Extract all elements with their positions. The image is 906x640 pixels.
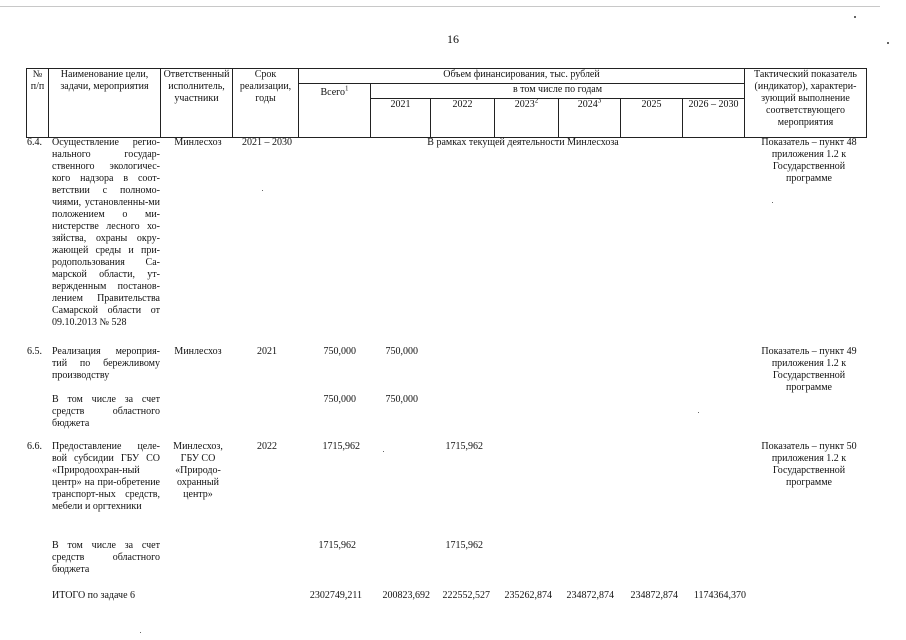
header-total-sup: 1: [345, 84, 349, 93]
header-year-2025: [621, 99, 683, 138]
scan-speck: [140, 632, 141, 633]
year-label: 2023: [514, 99, 535, 110]
header-num: № п/п: [27, 69, 49, 138]
row-6-4-executor: Минлесхоз: [174, 137, 222, 148]
header-year-2021: [371, 99, 431, 138]
row-6-6-executor: Минлесхоз, ГБУ СО «Природо-охранный центр»: [173, 441, 223, 500]
row-6-5-sub-2021: 750,000: [385, 394, 418, 405]
row-6-6-name: Предоставление целе-вой субсидии ГБУ СО «Природоохран-ный центр» на при-обретение транспорт-ных средств, мебели и оргтехники: [52, 441, 160, 512]
year-label: 2024: [577, 99, 598, 110]
row-6-6-sub-2022: 1715,962: [445, 540, 483, 551]
scan-speck: [698, 412, 699, 413]
header-funding: Объем финансирования, тыс. рублей: [299, 69, 745, 84]
totals-2022: 222552,527: [442, 590, 490, 601]
row-6-6-period: 2022: [257, 441, 277, 452]
header-total-label: Всего: [320, 87, 346, 98]
header-executor: Ответственный исполнитель, участники: [161, 69, 233, 138]
row-6-5-2021: 750,000: [385, 346, 418, 357]
year-label: 2021: [390, 99, 411, 110]
header-year-2023: [495, 99, 559, 138]
year-label: 2025: [641, 99, 662, 110]
row-6-5-indicator: Показатель – пункт 49 приложения 1.2 к Государственной программе: [761, 346, 857, 393]
totals-label: ИТОГО по задаче 6: [52, 590, 136, 601]
header-year-2022: [431, 99, 495, 138]
header-name: Наименование цели, задачи, мероприятия: [49, 69, 161, 138]
totals-2025: 234872,874: [630, 590, 678, 601]
year-label: 2022: [452, 99, 473, 110]
totals-2021: 200823,692: [382, 590, 430, 601]
row-6-5-sub-total: 750,000: [323, 394, 356, 405]
header-year-2024: [559, 99, 621, 138]
row-6-6-sub-total: 1715,962: [318, 540, 356, 551]
scan-speck: [854, 16, 856, 18]
row-6-4-num: 6.4.: [27, 137, 42, 148]
row-6-6-sub-name: В том числе за счет средств областного бюджета: [52, 540, 160, 575]
row-6-4-period: 2021 – 2030: [242, 137, 292, 148]
header-by-years: в том числе по годам: [371, 84, 745, 99]
row-6-5-total: 750,000: [323, 346, 356, 357]
totals-2024: 234872,874: [566, 590, 614, 601]
row-6-6-num: 6.6.: [27, 441, 42, 452]
row-6-5-sub-name: В том числе за счет средств областного бюджета: [52, 394, 160, 429]
row-6-4-name: Осуществление регио-нального государ-ственного экологичес-кого надзора в соот-ветствии с полномо-чиями, установленны-ми положением о ми-нистерстве лесного хо-зяйства, охраны окру-жающей среды и при-родопользования Са-марской области, ут-вержденным постанов-лением Правительства Самарской области от 09.10.2013 № 528: [52, 137, 160, 328]
row-6-4-indicator: Показатель – пункт 48 приложения 1.2 к Государственной программе: [761, 137, 857, 184]
scan-speck: [262, 190, 263, 191]
year-sup: 2: [534, 98, 539, 105]
header-period: Срок реализации, годы: [233, 69, 299, 138]
header-year-2026-2030: [683, 99, 745, 138]
budget-table-header: [26, 68, 867, 138]
row-6-6-total: 1715,962: [322, 441, 360, 452]
header-total: [299, 84, 371, 138]
page-number: 16: [447, 32, 459, 46]
totals-2026-2030: 1174364,370: [693, 590, 746, 601]
row-6-4-funding-note: В рамках текущей деятельности Минлесхоза: [427, 137, 619, 148]
header-indicator: Тактический показатель (индикатор), характери-зующий выполнение соответствующего мероприятия: [745, 69, 867, 138]
year-label: 2026 – 2030: [688, 99, 739, 110]
scan-speck: [383, 451, 384, 452]
totals-2023: 235262,874: [504, 590, 552, 601]
row-6-6-2022: 1715,962: [445, 441, 483, 452]
row-6-5-name: Реализация мероприя-тий по бережливому производству: [52, 346, 160, 381]
row-6-6-indicator: Показатель – пункт 50 приложения 1.2 к Государственной программе: [761, 441, 857, 488]
scan-speck: [772, 202, 773, 203]
row-6-5-executor: Минлесхоз: [174, 346, 222, 357]
row-6-5-num: 6.5.: [27, 346, 42, 357]
totals-all: 2302749,211: [309, 590, 362, 601]
year-sup: 3: [597, 98, 602, 105]
scan-top-edge: [0, 6, 880, 7]
row-6-5-period: 2021: [257, 346, 277, 357]
